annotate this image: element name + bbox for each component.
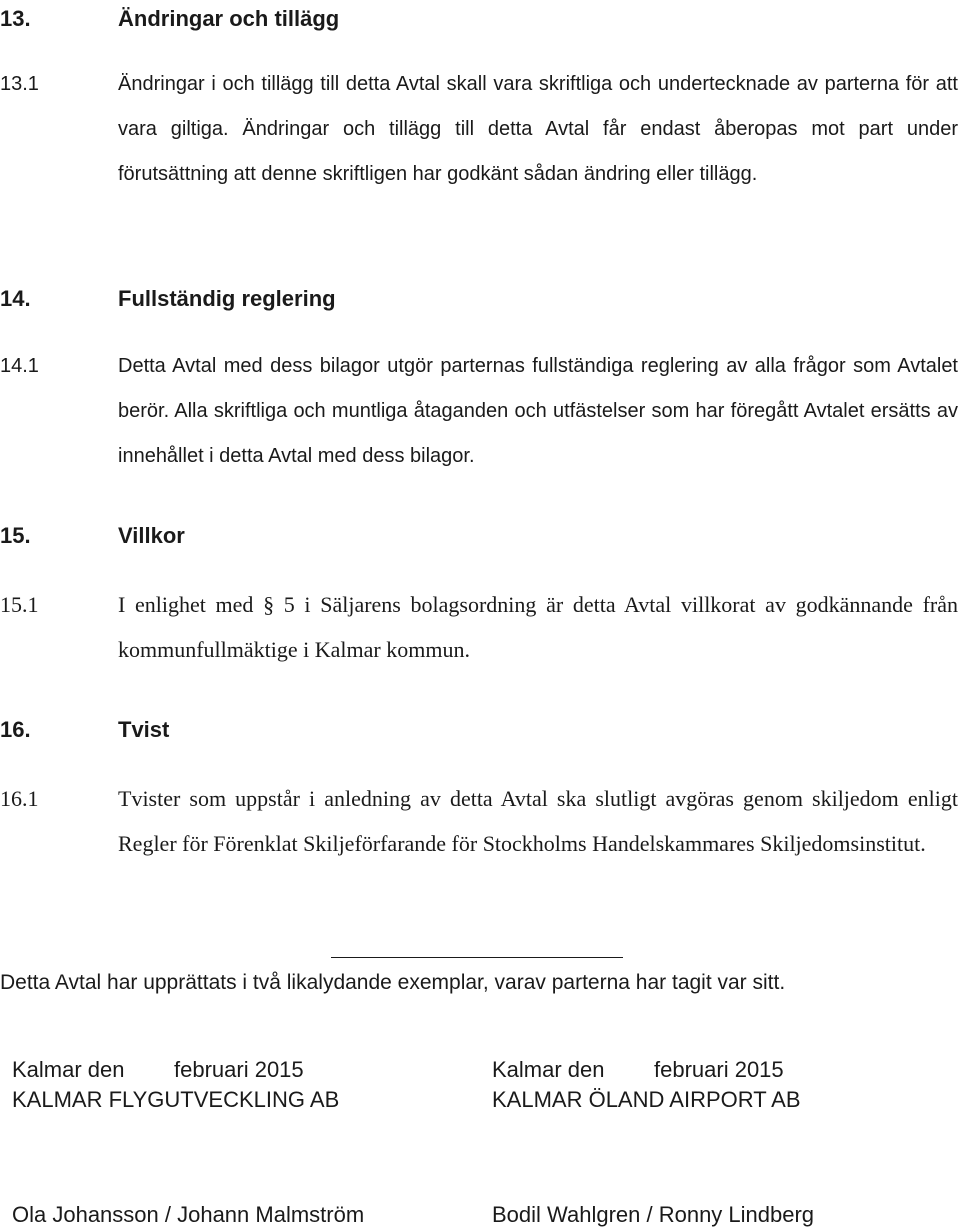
- signer-names-right: Bodil Wahlgren / Ronny Lindberg: [492, 1202, 815, 1227]
- section-number: 15.: [0, 523, 31, 548]
- section-heading-13: [0, 6, 339, 32]
- clause-number: 14.1: [0, 355, 39, 377]
- clause-text: Tvister som uppstår i anledning av detta Avtal ska slutligt avgöras genom skiljedom enligt Regler för Förenklat Skiljeförfarande för Stockholms Handelskammares Skiljedomsinstitut.: [118, 786, 958, 856]
- separator-line: [331, 957, 623, 958]
- clause-14-1: [0, 344, 958, 479]
- clause-number: 16.1: [0, 786, 39, 811]
- clause-text: I enlighet med § 5 i Säljarens bolagsordning är detta Avtal villkorat av godkännande från kommunfullmäktige i Kalmar kommun.: [118, 592, 958, 662]
- signer-names-left: Ola Johansson / Johann Malmström: [12, 1202, 365, 1227]
- section-heading-14: [0, 286, 336, 312]
- section-title: Ändringar och tillägg: [118, 6, 340, 31]
- section-number: 16.: [0, 717, 31, 742]
- signature-block-right: [492, 1055, 801, 1115]
- section-number: 14.: [0, 286, 31, 311]
- clause-number: 13.1: [0, 73, 39, 95]
- clause-text: Ändringar i och tillägg till detta Avtal skall vara skriftliga och undertecknade av parterna för att vara giltiga. Ändringar och tillägg till detta Avtal får endast åberopas mot part under förutsättning att denne skriftligen har godkänt sådan ändring eller tillägg.: [118, 73, 958, 185]
- section-heading-15: [0, 523, 185, 549]
- section-title: Villkor: [118, 523, 185, 548]
- section-title: Tvist: [118, 717, 170, 742]
- date: februari 2015: [654, 1057, 784, 1082]
- section-heading-16: [0, 717, 169, 743]
- date: februari 2015: [174, 1057, 304, 1082]
- clause-16-1: [0, 776, 958, 866]
- clause-13-1: [0, 62, 958, 197]
- place: Kalmar den: [492, 1057, 605, 1082]
- company-name: KALMAR FLYGUTVECKLING AB: [12, 1087, 340, 1112]
- signature-block-left: [12, 1055, 339, 1115]
- place-date-line: [492, 1055, 801, 1085]
- closing-statement: Detta Avtal har upprättats i två likalydande exemplar, varav parterna har tagit var sitt.: [0, 971, 786, 994]
- section-title: Fullständig reglering: [118, 286, 336, 311]
- clause-number: 15.1: [0, 592, 39, 617]
- section-number: 13.: [0, 6, 31, 31]
- company-name: KALMAR ÖLAND AIRPORT AB: [492, 1087, 801, 1112]
- place: Kalmar den: [12, 1057, 125, 1082]
- clause-15-1: [0, 582, 958, 672]
- clause-text: Detta Avtal med dess bilagor utgör parternas fullständiga reglering av alla frågor som Avtalet berör. Alla skriftliga och muntliga åtaganden och utfästelser som har föregått Avtalet ersätts av innehållet i detta Avtal med dess bilagor.: [118, 355, 958, 467]
- place-date-line: [12, 1055, 339, 1085]
